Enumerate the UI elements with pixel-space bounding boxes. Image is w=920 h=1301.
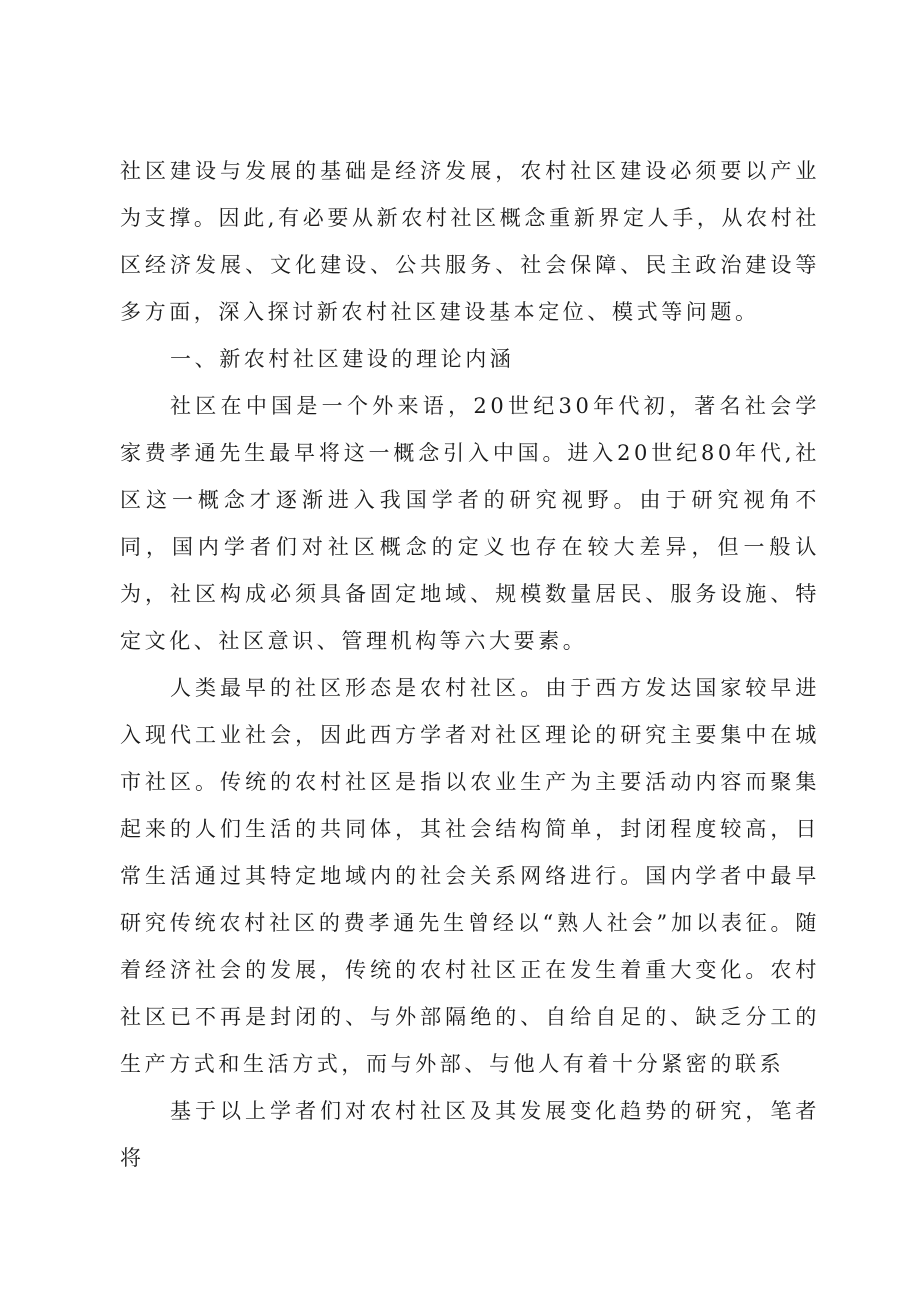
paragraph-rural-community: 人类最早的社区形态是农村社区。由于西方发达国家较早进入现代工业社会，因此西方学者对社区理论的研究主要集中在城市社区。传统的农村社区是指以农业生产为主要活动内容而聚集起来的人们生活的共同体，其社会结构简单，封闭程度较高，日常生活通过其特定地域内的社会关系网络进行。国内学者中最早研究传统农村社区的费孝通先生曾经以“熟人社会”加以表征。随着经济社会的发展，传统的农村社区正在发生着重大变化。农村社区已不再是封闭的、与外部隔绝的、自给自足的、缺乏分工的生产方式和生活方式，而与外部、与他人有着十分紧密的联系 bbox=[120, 676, 820, 1076]
paragraph-community-definition: 社区在中国是一个外来语，20世纪30年代初，著名社会学家费孝通先生最早将这一概念引入中国。进入20世纪80年代,社区这一概念才逐渐进入我国学者的研究视野。由于研究视角不同，国内学者们对社区概念的定义也存在较大差异，但一般认为，社区构成必须具备固定地域、规模数量居民、服务设施、特定文化、社区意识、管理机构等六大要素。 bbox=[120, 394, 820, 653]
paragraph-conclusion-start: 基于以上学者们对农村社区及其发展变化趋势的研究，笔者将 bbox=[120, 1099, 820, 1170]
paragraph-intro: 社区建设与发展的基础是经济发展，农村社区建设必须要以产业为支撑。因此,有必要从新农村社区概念重新界定人手，从农村社区经济发展、文化建设、公共服务、社会保障、民主政治建设等多方面，深入探讨新农村社区建设基本定位、模式等问题。 bbox=[120, 159, 820, 324]
section-heading: 一、新农村社区建设的理论内涵 bbox=[170, 347, 515, 371]
document-page bbox=[120, 148, 820, 1182]
